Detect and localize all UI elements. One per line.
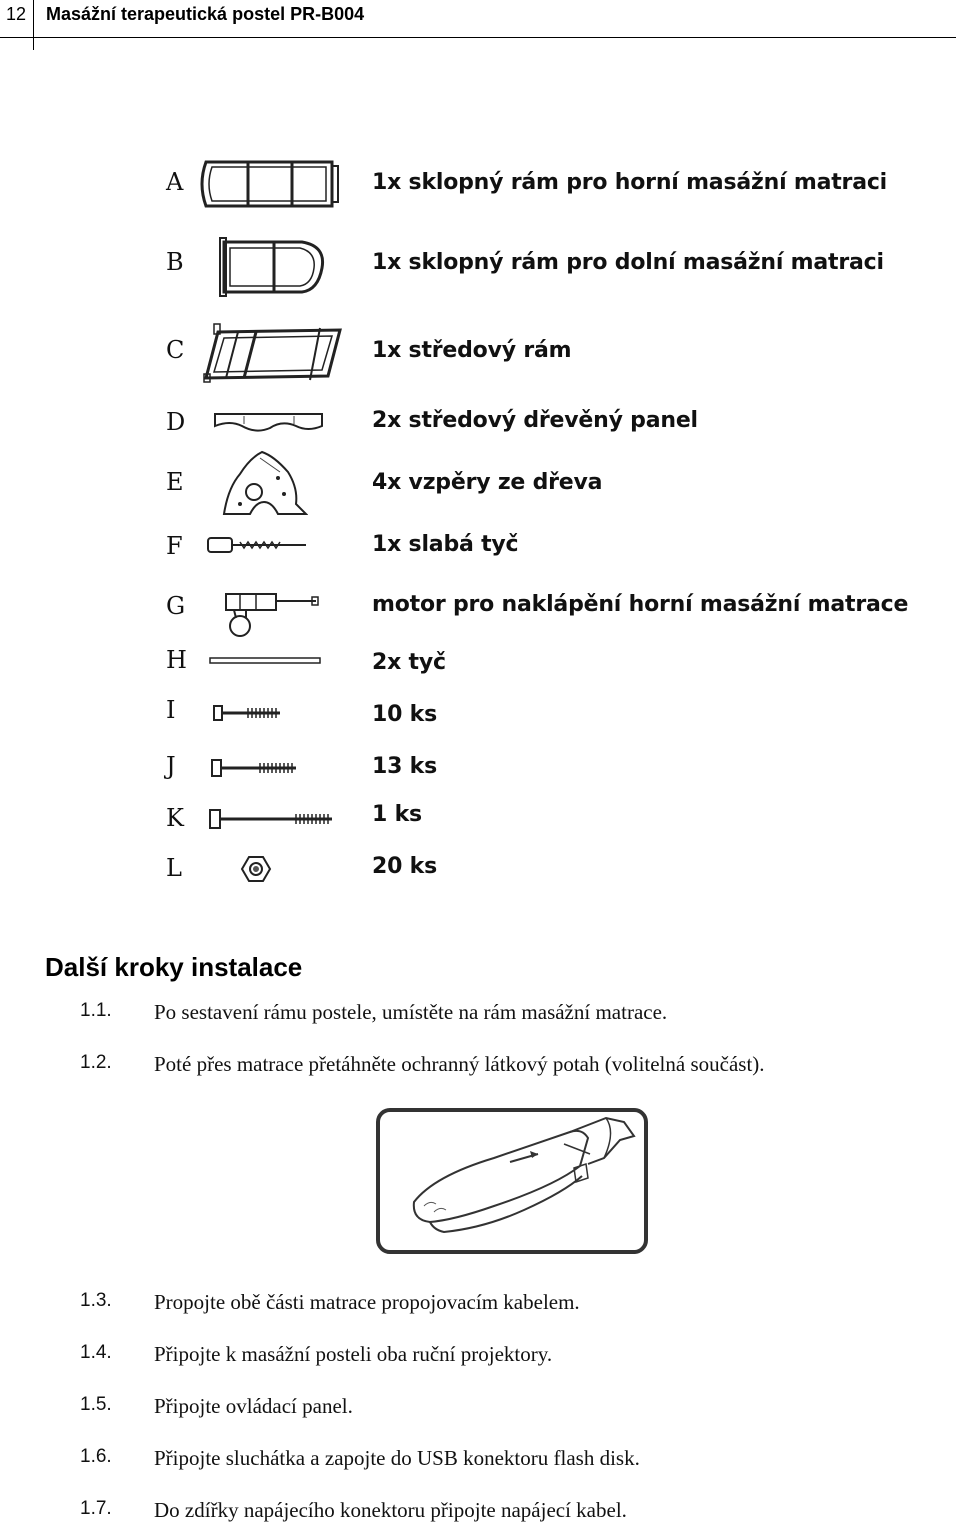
page-number: 12 <box>6 4 27 24</box>
step-number: 1.5. <box>80 1394 112 1415</box>
step-number: 1.4. <box>80 1342 112 1363</box>
bottom-tilt-frame-icon <box>218 236 330 298</box>
top-tilt-frame-icon <box>196 156 342 212</box>
part-description-l: 20 ks <box>372 854 438 879</box>
step-number: 1.6. <box>80 1446 112 1467</box>
part-description-a: 1x sklopný rám pro horní masážní matraci <box>372 170 888 195</box>
part-description-d: 2x středový dřevěný panel <box>372 408 698 433</box>
rod-icon <box>208 656 322 666</box>
document-title: Masážní terapeutická postel PR-B004 <box>46 4 365 24</box>
part-description-j: 13 ks <box>372 754 438 779</box>
part-letter-c: C <box>166 336 185 364</box>
wooden-panel-icon <box>212 410 326 436</box>
step-text: Připojte sluchátka a zapojte do USB konektoru flash disk. <box>154 1446 640 1470</box>
part-letter-d: D <box>166 408 186 436</box>
part-description-h: 2x tyč <box>372 650 446 675</box>
part-description-g: motor pro naklápění horní masážní matrace <box>372 592 909 617</box>
part-description-c: 1x středový rám <box>372 338 572 363</box>
mattress-cover-illustration <box>374 1106 650 1256</box>
step-text: Připojte k masážní posteli oba ruční projektory. <box>154 1342 553 1366</box>
part-description-k: 1 ks <box>372 802 422 827</box>
part-description-b: 1x sklopný rám pro dolní masážní matraci <box>372 250 884 275</box>
step-number: 1.7. <box>80 1498 112 1519</box>
center-frame-icon <box>200 322 346 384</box>
section-title: Další kroky instalace <box>45 952 303 982</box>
nut-icon <box>240 854 272 884</box>
thin-rod-icon <box>206 536 310 554</box>
parts-list <box>0 140 960 900</box>
part-description-i: 10 ks <box>372 702 438 727</box>
wooden-brace-icon <box>220 448 308 518</box>
part-description-f: 1x slabá tyč <box>372 532 519 557</box>
part-letter-g: G <box>166 592 186 620</box>
tilt-motor-icon <box>220 588 322 640</box>
step-text: Po sestavení rámu postele, umístěte na rám masážní matrace. <box>154 1000 668 1024</box>
header-divider-vertical <box>33 0 34 50</box>
step-number: 1.2. <box>80 1052 112 1073</box>
bolt-icon <box>212 704 284 722</box>
part-letter-e: E <box>166 468 184 496</box>
part-letter-a: A <box>166 168 184 196</box>
bolt-icon <box>210 758 300 778</box>
step-text: Připojte ovládací panel. <box>154 1394 353 1418</box>
part-letter-j: J <box>166 752 176 780</box>
part-letter-k: K <box>166 804 184 832</box>
part-letter-f: F <box>166 532 183 560</box>
step-text: Propojte obě části matrace propojovacím kabelem. <box>154 1290 580 1314</box>
step-number: 1.1. <box>80 1000 112 1021</box>
step-text: Poté přes matrace přetáhněte ochranný látkový potah (volitelná součást). <box>154 1052 765 1076</box>
step-text: Do zdířky napájecího konektoru připojte napájecí kabel. <box>154 1498 627 1522</box>
part-letter-h: H <box>166 646 187 674</box>
part-letter-i: I <box>166 696 176 724</box>
long-bolt-icon <box>208 808 336 830</box>
header-divider-horizontal <box>0 37 956 38</box>
part-description-e: 4x vzpěry ze dřeva <box>372 470 603 495</box>
part-letter-l: L <box>166 854 182 882</box>
step-number: 1.3. <box>80 1290 112 1311</box>
part-letter-b: B <box>166 248 184 276</box>
